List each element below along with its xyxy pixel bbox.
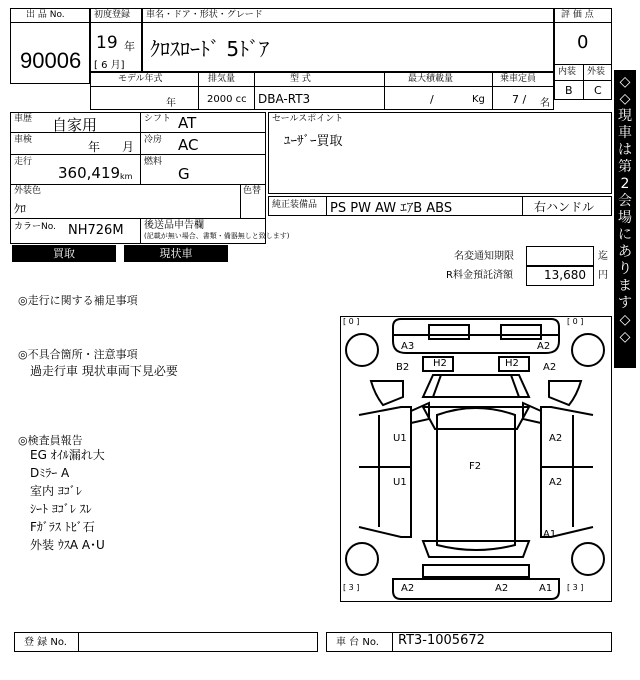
exterior-color: ｸﾛ [14,202,27,216]
side-char: 車 [618,125,632,141]
color-change-label: 色替 [243,186,262,196]
registration-month: [ 6 月] [94,60,125,71]
history: 自家用 [52,116,98,134]
mileage: 360,419 [58,164,121,182]
inspector-report-lines [30,446,105,554]
inspector-line: 外装 ｳｽA A･U [30,538,105,552]
exterior-grade: C [594,84,602,97]
registration-year-unit: 年 [124,40,135,53]
side-char: は [618,142,632,158]
damage-a2-rear-left: A2 [401,583,415,594]
type: DBA-RT3 [258,92,311,106]
damage-h2-right: H2 [505,358,519,369]
transfer-deadline-label: 名変通知期限 [454,251,514,262]
recycle-fee: 13,680 [544,268,586,282]
corner-br: [ 3 ] [567,583,584,592]
buy-button: 買取 [12,245,116,262]
max-load-label: 最大積載量 [408,74,454,84]
damage-a2-rear-mid: A2 [495,583,509,594]
displacement-label: 排気量 [208,74,236,84]
shift: AT [178,114,197,132]
damage-a2-right-front: A2 [549,433,563,444]
recycle-fee-label: R料金預託済額 [446,270,513,281]
inspector-line: 室内 ﾖｺﾞﾚ [30,484,82,498]
corner-tr: [ 0 ] [567,317,584,326]
inspection-month: 月 [122,140,135,154]
damage-a2-right-rear: A2 [549,477,563,488]
aftermarket-note: (記載が無い場合、書類・備器無しと致します) [144,232,290,240]
car-name-label: 車名・ドア・形状・グレード [146,10,263,20]
damage-u1-front: U1 [393,433,407,444]
transfer-deadline-field [526,246,594,266]
aftermarket-label: 後送品申告欄 [144,220,204,231]
ac-label: 冷房 [144,135,163,145]
damage-b2: B2 [396,362,410,373]
side-char: ◇ [619,329,631,345]
damage-h2-left: H2 [433,358,447,369]
inspector-report-title: ◎検査員報告 [18,434,83,447]
damage-a2-front: A2 [537,341,551,352]
registration-label: 初度登録 [94,10,131,20]
fuel: G [178,165,190,183]
side-char: ◇ [619,91,631,107]
side-char: り [618,261,632,277]
ac: AC [178,136,199,154]
handle: 右ハンドル [534,200,595,214]
sales-point: ﾕｰｻﾞｰ買取 [284,134,343,149]
side-char: 第 [618,159,632,175]
side-char: 会 [618,193,632,209]
damage-f2: F2 [469,461,482,472]
max-load-unit: Kg [472,94,485,105]
inspector-line: Fｶﾞﾗｽ ﾄﾋﾞ石 [30,520,95,534]
car-diagram [340,316,612,602]
damage-a1-rear: A1 [539,583,553,594]
running-notes-title: ◎走行に関する補足事項 [18,294,138,307]
fuel-label: 燃料 [144,157,163,167]
side-char: ◇ [619,74,631,90]
corner-bl: [ 3 ] [343,583,360,592]
damage-a1-right: A1 [543,529,557,540]
interior-label: 内装 [558,67,577,77]
registration-no-label: 登 録 No. [24,637,67,648]
equipment-label: 純正装備品 [272,200,318,210]
side-char: 2 [620,176,630,192]
car-name: ｸﾛｽﾛｰﾄﾞ 5ﾄﾞｱ [150,37,270,61]
chassis-no-label: 車 台 No. [336,637,379,648]
lot-label: 出 品 No. [26,10,65,20]
mileage-label: 走行 [14,157,33,167]
defect-notes-text: 過走行車 現状車両下見必要 [30,364,178,378]
recycle-fee-unit: 円 [598,270,608,281]
inspection-label: 車検 [14,135,33,145]
sales-point-label: セールスポイント [272,114,344,124]
exterior-color-label: 外装色 [14,186,42,196]
side-banner [614,70,636,368]
model-year-unit: 年 [166,98,176,109]
side-char: ◇ [619,312,631,328]
current-status-button: 現状車 [124,245,228,262]
history-label: 車歴 [14,114,33,124]
side-char: に [618,227,632,243]
score-label: 評 価 点 [561,10,594,20]
side-char: す [618,295,632,311]
capacity: 7 / [512,93,527,106]
type-label: 型 式 [290,74,311,84]
damage-a2-right-fender: A2 [543,362,557,373]
inspector-line: EG ｵｲﾙ漏れ大 [30,448,105,462]
score: 0 [577,32,589,53]
inspection-year: 年 [88,140,101,154]
damage-a3: A3 [401,341,415,352]
side-char: 場 [618,210,632,226]
damage-u1-rear: U1 [393,477,407,488]
displacement: 2000 cc [207,94,247,105]
interior-grade: B [565,84,573,97]
inspector-line: Dﾐﾗｰ A [30,466,70,480]
capacity-label: 乗車定員 [500,74,537,84]
shift-label: シフト [144,114,172,124]
lot-number: 90006 [20,48,82,73]
side-char: あ [618,244,632,260]
mileage-unit: km [120,172,133,181]
side-char: ま [618,278,632,294]
chassis-no: RT3-1005672 [398,633,485,648]
equipment: PS PW AW ｴｱB ABS [330,201,453,216]
model-year-label: モデル年式 [118,74,163,84]
color-no: NH726M [68,223,124,238]
inspector-line: ｼｰﾄ ﾖｺﾞﾚ ｽﾚ [30,502,92,516]
corner-tl: [ 0 ] [343,317,360,326]
capacity-unit: 名 [540,98,550,109]
max-load-sep: / [430,93,434,106]
transfer-deadline-suffix: 迄 [598,251,608,262]
car-diagram-drawing [341,317,611,601]
color-no-label: カラーNo. [14,222,56,232]
defect-notes-title: ◎不具合箇所・注意事項 [18,348,138,361]
registration-year: 19 [96,33,118,53]
side-char: 現 [618,108,632,124]
exterior-label: 外装 [587,67,606,77]
